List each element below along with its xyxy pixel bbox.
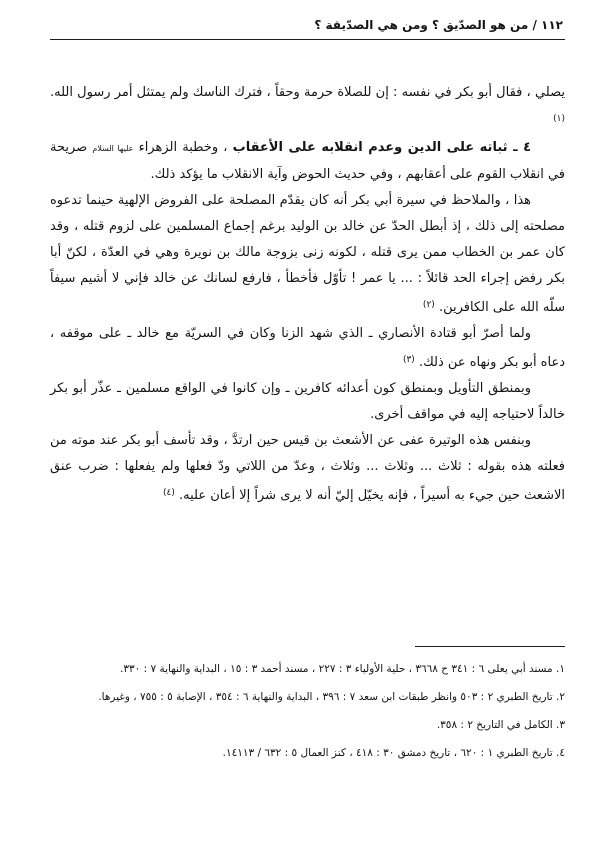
footnote-1: ١. مسند أبي يعلى ٦ : ٣٤١ ح ٣٦٦٨ ، حلية الأولياء ٣ : ٢٢٧ ، مسند أحمد ٣ : ١٥ ، البداية والنهاية ٧ : ٣٣٠. (120, 663, 565, 675)
footnote-ref-4: (٤) (163, 488, 175, 498)
footnote-ref-3: (٣) (402, 355, 415, 365)
paragraph-lead: ٤ ـ ثباته على الدين وعدم انقلابه على الأعقاب (232, 140, 531, 155)
header-rule (50, 39, 565, 40)
honorific-mark: عليها السلام (92, 144, 134, 153)
paragraph-text: وبمنطق التأويل وبمنطق كون أعدائه كافرين ـ وإن كانوا في الواقع مسلمين ـ عذّر أبو بكر خالداً لاحتياجه إليه في مواقف أخرى. (50, 381, 565, 422)
paragraph-text: ولما أصرّ أبو قتادة الأنصاري ـ الذي شهد الزنا وكان في السريّة مع خالد ـ على موقفه ، دعاه أبو بكر ونهاه عن ذلك. (50, 326, 565, 370)
footnote-separator (415, 646, 565, 647)
body-paragraph-5 (50, 376, 565, 428)
body-paragraph-6 (50, 428, 565, 509)
header-title: ١١٢ / من هو الصدّيق ؟ ومن هي الصدّيقة ؟ (314, 18, 563, 32)
page-header (50, 16, 565, 40)
footnote-ref-2: (٢) (422, 300, 435, 310)
footnotes-section (50, 646, 565, 773)
paragraph-text: هذا ، والملاحظ في سيرة أبي بكر أنه كان يقدّم المصلحة على الفروض الإلهية حينما تدعوه مصلحته إلى ذلك ، إذ أبطل الحدّ عن خالد بن الوليد برغم إجماع المسلمين على لزوم قتله ، وقد كان عمر بن الخطاب ممن يرى قتله ، لكونه زنى بزوجة مالك بن نويرة وهي في العدّة ، لكنّ أبا بكر رفض إجراء الحد قائلاً : ... يا عمر ! تأوّل فأخطأ ، فارفع لسانك عن خالد فإني لا أشيم سيفاً سلّه الله على الكافرين. (50, 193, 565, 315)
body-paragraph-1 (50, 80, 565, 135)
footnote-3: ٣. الكامل في التاريخ ٢ : ٣٥٨. (436, 719, 565, 731)
body-paragraph-3 (50, 188, 565, 321)
body-paragraph-2 (50, 135, 565, 188)
body-paragraph-4 (50, 321, 565, 376)
paragraph-text: ، وخطبة الزهراء (133, 140, 233, 155)
paragraph-text: وبنفس هذه الوتيرة عفى عن الأشعث بن قيس حين ارتدَّ ، وقد تأسف أبو بكر عند موته من فعلته هذه بقوله : ثلاث ... وثلاث ... وثلاث ، وعدّ من اللاتي ودّ فعلها ولم يفعلها : ضرب عنق الاشعث حين جيء به أسيراً ، فإنه يخيّل إليّ أنه لا يرى شراً إلا أعان عليه. (50, 433, 565, 503)
paragraph-text: صريحة في انقلاب القوم على أعقابهم ، وفي حديث الحوض وآية الانقلاب ما يؤكد ذلك. (50, 140, 565, 182)
footnote-ref-1: (١) (553, 114, 565, 124)
page-body (50, 80, 565, 509)
footnote-2: ٢. تاريخ الطبري ٢ : ٥٠٣ وانظر طبقات ابن سعد ٧ : ٣٩٦ ، البداية والنهاية ٦ : ٣٥٤ ، الإصابة ٥ : ٧٥٥ ، وغيرها. (98, 691, 565, 703)
paragraph-text: يصلي ، فقال أبو بكر في نفسه : إن للصلاة حرمة وحقاً ، فترك الناسك ولم يمتثل أمر رسول الله. (50, 85, 565, 100)
footnote-4: ٤. تاريخ الطبري ١ : ٦٢٠ ، تاريخ دمشق ٣٠ : ٤١٨ ، كنز العمال ٥ : ٦٣٢ / ١٤١١٣. (222, 747, 565, 759)
